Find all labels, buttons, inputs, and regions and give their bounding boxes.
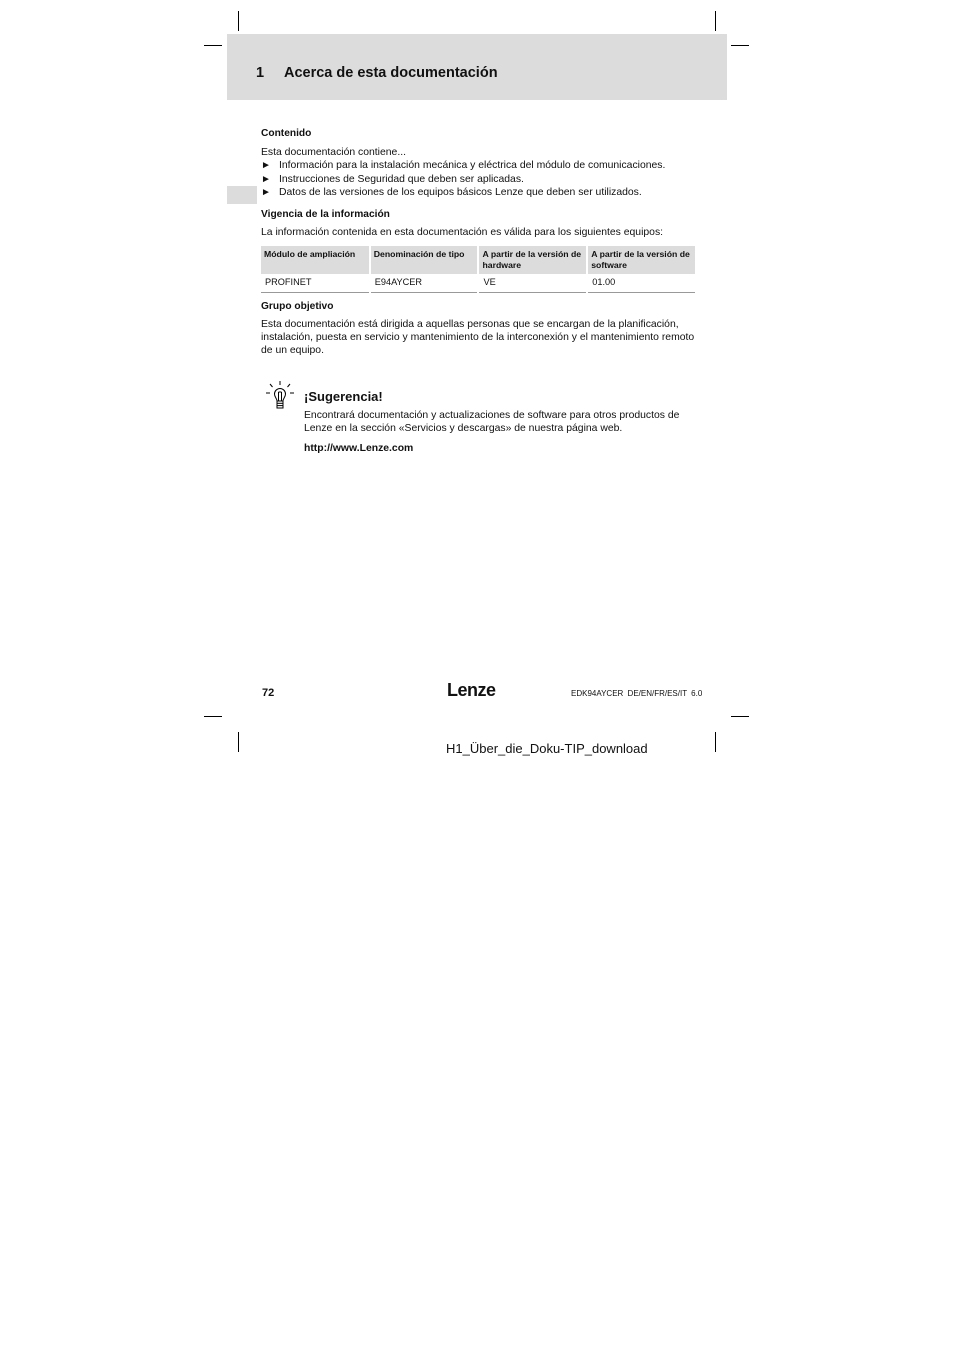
website-link[interactable]: http://www.Lenze.com xyxy=(304,442,414,454)
crop-mark xyxy=(715,732,716,752)
grupo-text: Esta documentación está dirigida a aquellas personas que se encargan de la planificación, instalación, puesta en servicio y mantenimiento de la interconexión y el mantenimiento remoto de un equipo. xyxy=(261,318,695,357)
table-cell: 01.00 xyxy=(588,274,695,292)
tip-text: Encontrará documentación y actualizaciones de software para otros productos de Lenze en la sección «Servicios y descargas» de nuestra página web. xyxy=(304,410,680,435)
table-header-cell: A partir de la versión de software xyxy=(588,246,695,274)
contenido-bullet-list xyxy=(261,159,695,199)
contenido-heading: Contenido xyxy=(261,128,312,139)
table-cell: PROFINET xyxy=(261,274,369,292)
table-cell: E94AYCER xyxy=(371,274,478,292)
page-number: 72 xyxy=(262,687,275,699)
table-header-cell: Denominación de tipo xyxy=(371,246,478,274)
chapter-number: 1 xyxy=(256,65,265,81)
vigencia-heading: Vigencia de la información xyxy=(261,209,390,221)
list-item: ► Información para la instalación mecánica y eléctrica del módulo de comunicaciones. xyxy=(261,160,666,172)
vigencia-text: La información contenida en esta documentación es válida para los siguientes equipos: xyxy=(261,227,664,239)
lenze-logo: Lenze xyxy=(447,680,496,700)
tip-title: ¡Sugerencia! xyxy=(304,389,383,404)
table-header-row xyxy=(261,246,695,274)
bullet-arrow-icon: ► xyxy=(261,160,271,172)
file-label: H1_Über_die_Doku-TIP_download xyxy=(446,741,648,756)
crop-mark xyxy=(715,11,716,31)
crop-mark xyxy=(731,45,749,46)
tip-box xyxy=(304,390,696,455)
table-header-cell: A partir de la versión de hardware xyxy=(479,246,586,274)
crop-mark xyxy=(238,11,239,31)
lightbulb-icon xyxy=(264,380,296,412)
version-table xyxy=(259,246,697,292)
crop-mark xyxy=(731,716,749,717)
document-code: EDK94AYCER DE/EN/FR/ES/IT 6.0 xyxy=(571,689,703,698)
bullet-arrow-icon: ► xyxy=(261,186,271,198)
contenido-intro: Esta documentación contiene... xyxy=(261,147,406,159)
main-content xyxy=(261,127,695,357)
table-header-cell: Módulo de ampliación xyxy=(261,246,369,274)
grupo-heading: Grupo objetivo xyxy=(261,300,334,312)
crop-mark xyxy=(204,716,222,717)
list-item: ► Instrucciones de Seguridad que deben ser aplicadas. xyxy=(261,173,524,185)
table-cell: VE xyxy=(479,274,586,292)
table-row xyxy=(261,274,695,292)
bullet-arrow-icon: ► xyxy=(261,173,271,185)
list-item: ► Datos de las versiones de los equipos básicos Lenze que deben ser utilizados. xyxy=(261,186,642,198)
chapter-title: Acerca de esta documentación xyxy=(284,65,498,81)
crop-mark xyxy=(238,732,239,752)
crop-mark xyxy=(204,45,222,46)
side-tab-marker xyxy=(227,186,257,204)
